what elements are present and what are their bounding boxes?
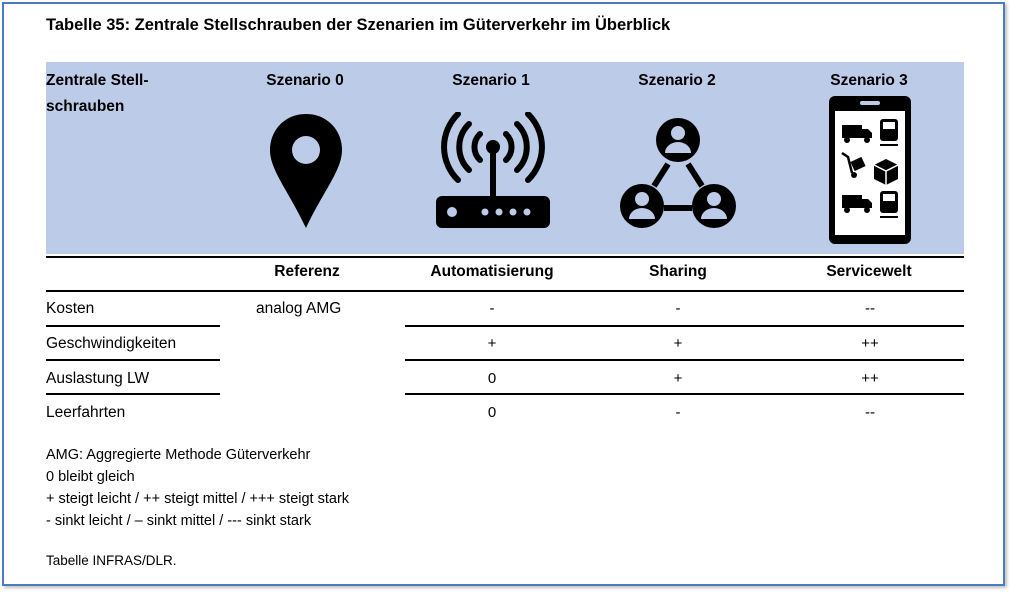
row-label-auslastung: Auslastung LW — [46, 370, 150, 387]
scenario-0-header: Szenario 0 — [266, 72, 344, 89]
network-people-icon — [618, 116, 738, 230]
row-rule-right — [405, 393, 964, 395]
cell-kosten-s3: -- — [865, 300, 875, 317]
header-label-line1: Zentrale Stell- — [46, 72, 149, 89]
legend-zero: 0 bleibt gleich — [46, 469, 135, 485]
row-rule-left — [46, 325, 220, 327]
cell-geschwindigkeiten-s2: + — [673, 335, 683, 352]
subheader-sharing: Sharing — [649, 263, 707, 280]
cell-kosten-s1: - — [489, 300, 495, 317]
header-rule — [46, 256, 964, 258]
row-rule-left — [46, 359, 220, 361]
cell-auslastung-s2: + — [673, 370, 683, 387]
smartphone-logistics-icon — [828, 95, 912, 245]
row-rule-right — [405, 359, 964, 361]
wifi-router-icon — [432, 112, 554, 230]
cell-referenz: analog AMG — [256, 300, 342, 317]
legend-minus: - sinkt leicht / – sinkt mittel / --- sinkt stark — [46, 513, 312, 529]
cell-leerfahrten-s1: 0 — [487, 404, 497, 421]
row-rule-right — [405, 325, 964, 327]
row-label-geschwindigkeiten: Geschwindigkeiten — [46, 335, 177, 352]
cell-geschwindigkeiten-s3: ++ — [861, 335, 879, 352]
legend-amg: AMG: Aggregierte Methode Güterverkehr — [46, 447, 311, 463]
subheader-servicewelt: Servicewelt — [826, 263, 912, 280]
row-label-leerfahrten: Leerfahrten — [46, 404, 126, 421]
cell-geschwindigkeiten-s1: + — [487, 335, 497, 352]
cell-auslastung-s1: 0 — [487, 370, 497, 387]
row-rule-left — [46, 393, 220, 395]
subheader-automatisierung: Automatisierung — [430, 263, 554, 280]
legend-plus: + steigt leicht / ++ steigt mittel / +++ steigt stark — [46, 491, 350, 507]
subheader-rule — [46, 290, 964, 292]
scenario-2-header: Szenario 2 — [638, 72, 716, 89]
source-note: Tabelle INFRAS/DLR. — [46, 553, 177, 568]
location-pin-icon — [268, 112, 344, 230]
table-title: Tabelle 35: Zentrale Stellschrauben der Szenarien im Güterverkehr im Überblick — [46, 16, 671, 34]
scenario-1-header: Szenario 1 — [452, 72, 530, 89]
header-label-line2: schrauben — [46, 98, 125, 115]
scenario-3-header: Szenario 3 — [830, 72, 908, 89]
cell-kosten-s2: - — [675, 300, 681, 317]
cell-auslastung-s3: ++ — [861, 370, 879, 387]
row-label-kosten: Kosten — [46, 300, 95, 317]
cell-leerfahrten-s3: -- — [865, 404, 875, 421]
subheader-referenz: Referenz — [274, 263, 340, 280]
cell-leerfahrten-s2: - — [675, 404, 681, 421]
